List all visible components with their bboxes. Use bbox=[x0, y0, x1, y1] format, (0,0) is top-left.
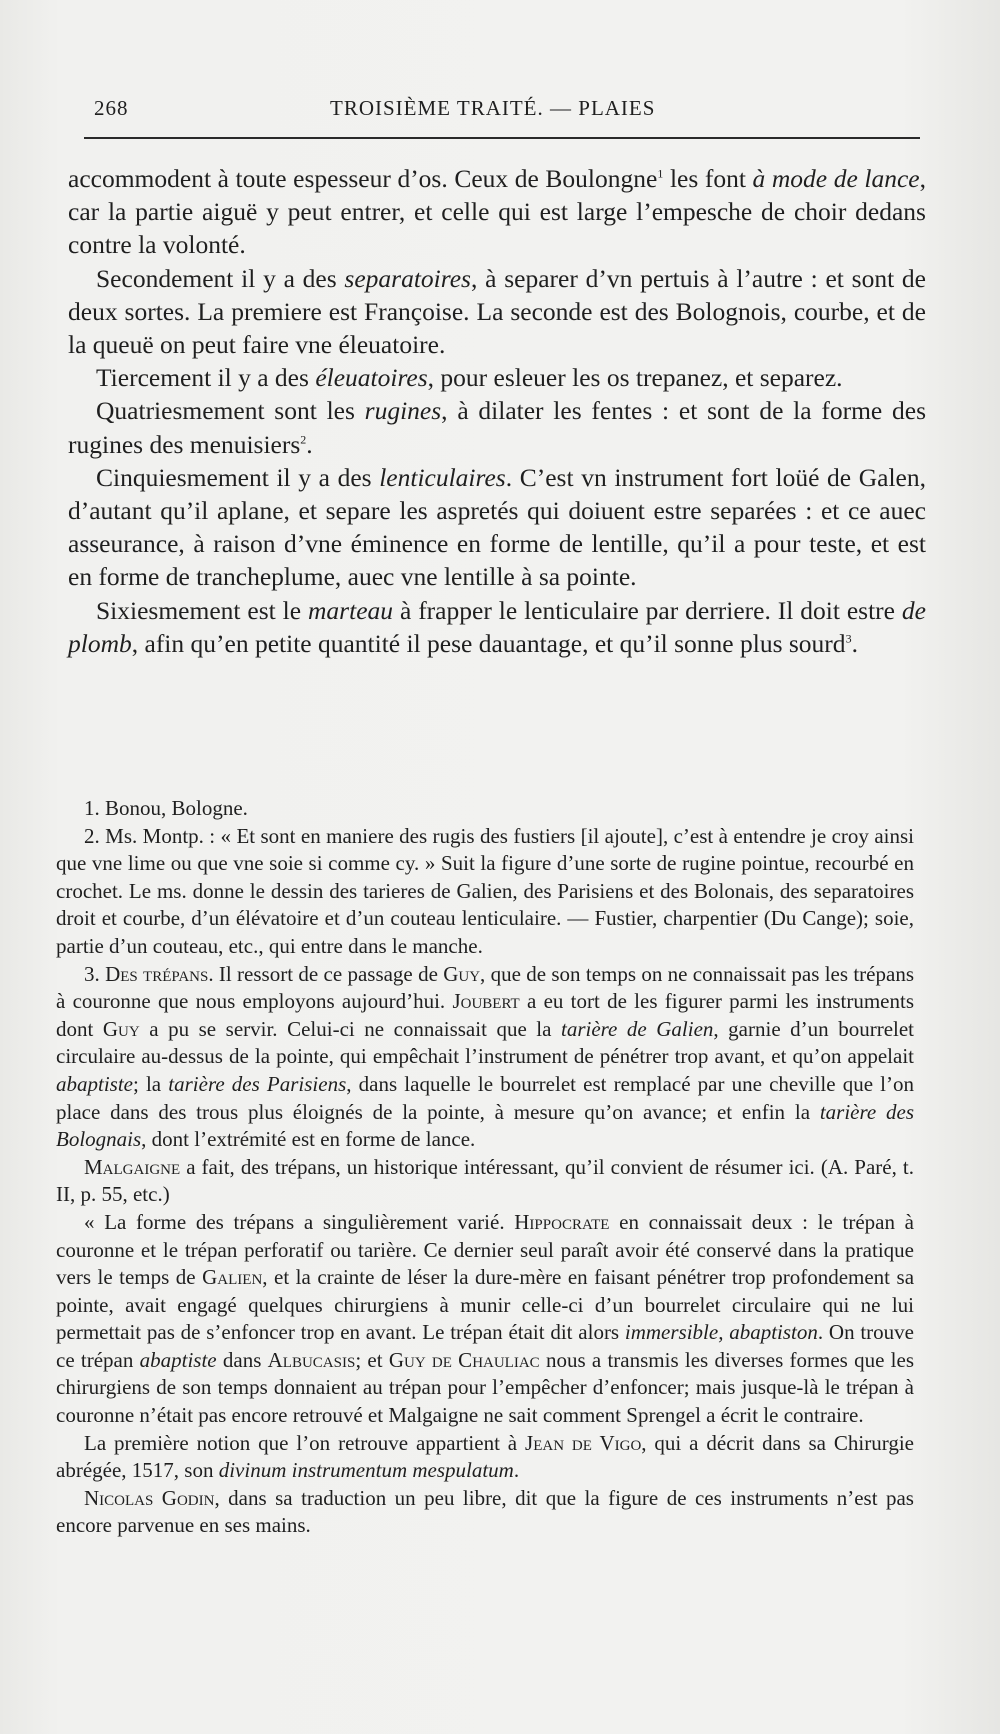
author-name: Nicolas Godin bbox=[84, 1485, 215, 1510]
text: . bbox=[513, 1458, 520, 1483]
author-name: Guy de Chauliac bbox=[388, 1347, 540, 1372]
italic-term: abaptiste bbox=[56, 1071, 133, 1096]
paragraph-1 bbox=[68, 162, 926, 262]
italic-term: de plomb bbox=[68, 595, 926, 658]
text: , garnie d’un bourrelet circulaire au-dessus de la pointe, qui empêchait l’instrument de pénétrer trop avant, et qu’on appelait bbox=[56, 1016, 915, 1069]
paragraph-6 bbox=[68, 594, 926, 660]
italic-term: à mode de lance bbox=[752, 164, 920, 193]
text: dans bbox=[216, 1347, 268, 1372]
page-number: 268 bbox=[94, 96, 129, 120]
italic-term: tarière de Galien bbox=[560, 1016, 714, 1041]
text: ; et bbox=[355, 1347, 389, 1372]
running-title: TROISIÈME TRAITÉ. — PLAIES bbox=[330, 96, 656, 120]
text: Secondement il y a des bbox=[96, 263, 345, 293]
author-name: Joubert bbox=[452, 989, 520, 1014]
text: La première notion que l’on retrouve appartient à bbox=[84, 1430, 526, 1455]
italic-term: tarière des Bolognais bbox=[56, 1099, 914, 1152]
text: Sixiesmement est le bbox=[96, 595, 309, 625]
footnote-3-quote bbox=[56, 1209, 914, 1430]
small-caps-heading: Des trépans. bbox=[105, 961, 214, 986]
text: , afin qu’en petite quantité il pese dauantage, et qu’il sonne plus sourd bbox=[131, 628, 846, 658]
footnote-ref-1: 1 bbox=[657, 166, 664, 181]
main-text bbox=[68, 162, 926, 660]
italic-term: divinum instrumentum mespulatum bbox=[218, 1458, 514, 1483]
text: , et la crainte de léser la dure-mère en faisant pénétrer trop profondement sa pointe, avait engagé quelques chirurgiens à munir celle-ci d’un bourrelet circulaire qui ne lui permettait pas de s’enfoncer trop en avant. Le trépan était dit alors bbox=[56, 1265, 915, 1345]
text: Tiercement il y a des bbox=[96, 363, 316, 393]
text: . bbox=[306, 429, 313, 459]
italic-term: separatoires bbox=[344, 263, 471, 293]
text: , dans laquelle le bourrelet est remplacé par une cheville que l’on place dans des trous plus éloignés de la pointe, à mesure qu’on avance; et enfin la bbox=[56, 1071, 914, 1124]
footnote-3-godin bbox=[56, 1485, 914, 1540]
footnote-2: 2. Ms. Montp. : « Et sont en maniere des rugis des fustiers [il ajoute], c’est à entendre je croy ainsi que vne lime ou que vne soie si comme cy. » Suit la figure d’une sorte de rugine pointue, recourbé en crochet. Le ms. donne le dessin des tarieres de Galien, des Parisiens et des Bolonais, des separatoires droit et courbe, d’un élévatoire et d’un couteau lenticulaire. — Fustier, charpentier (Du Cange); soie, partie d’un couteau, etc., qui entre dans le manche. bbox=[56, 823, 914, 958]
italic-term: abaptiste bbox=[139, 1347, 217, 1372]
italic-term: immersible, abaptiston bbox=[624, 1320, 818, 1345]
text: Il ressort de ce passage de bbox=[213, 961, 444, 986]
text: , à separer d’vn pertuis à l’autre : et sont de deux sortes. La premiere est Françoise. La seconde est des Bolognois, courbe, et de la queuë on peut faire vne éleuatoire. bbox=[68, 263, 926, 360]
text: , que de son temps on ne connaissait pas les trépans à couronne que nous employons aujourd’hui. bbox=[56, 961, 914, 1014]
text: , car la partie aiguë y peut entrer, et celle qui est large l’empesche de choir dedans contre la volonté. bbox=[68, 164, 926, 260]
text: , dont l’extrémité est en forme de lance. bbox=[141, 1127, 476, 1152]
text: Quatriesmement sont les bbox=[96, 396, 365, 426]
paragraph-4 bbox=[68, 394, 926, 460]
header-rule bbox=[84, 137, 920, 139]
author-name: Guy bbox=[102, 1016, 140, 1041]
text: 3. bbox=[84, 961, 106, 986]
italic-term: éleuatoires bbox=[315, 363, 428, 393]
text: . bbox=[851, 628, 858, 658]
footnote-1: 1. Bonou, Bologne. bbox=[84, 796, 248, 820]
text: , pour esleuer les os trepanez, et separez. bbox=[427, 363, 843, 393]
text: à frapper le lenticulaire par derriere. Il doit estre bbox=[393, 595, 902, 625]
page-header bbox=[86, 96, 916, 130]
italic-term: marteau bbox=[308, 595, 394, 625]
author-name: Hippocrate bbox=[514, 1209, 610, 1234]
paragraph-3 bbox=[68, 361, 926, 394]
paragraph-5 bbox=[68, 461, 926, 594]
author-name: Galien bbox=[202, 1265, 263, 1290]
italic-term: lenticulaires bbox=[379, 462, 506, 492]
text: . On trouve ce trépan bbox=[56, 1320, 914, 1372]
text: nous a transmis les diverses formes que les chirurgiens de son temps donnaient au trépan pour l’empêcher d’enfoncer; mais jusque-là le trépan à couronne n’était pas encore retrouvé et Malgaigne ne sait comment Sprengel a écrit le contraire. bbox=[56, 1347, 914, 1428]
text: en connaissait deux : le trépan à couronne et le trépan perforatif ou tarière. Ce dernier seul paraît avoir été conservé dans la pratique vers le temps de bbox=[56, 1209, 914, 1290]
author-name: Jean de Vigo bbox=[525, 1430, 642, 1455]
footnote-3-continued bbox=[56, 1154, 914, 1209]
footnote-3 bbox=[56, 961, 914, 1154]
footnote-ref-2: 2 bbox=[300, 432, 307, 447]
paragraph-2 bbox=[68, 262, 926, 362]
footnote-ref-3: 3 bbox=[845, 631, 852, 646]
text: , à dilater les fentes : et sont de la forme des rugines des menuisiers bbox=[68, 396, 926, 459]
text: a pu se servir. Celui-ci ne connaissait que la bbox=[139, 1016, 561, 1041]
text: ; la bbox=[133, 1071, 169, 1096]
footnotes bbox=[56, 795, 914, 1540]
italic-term: tarière des Parisiens bbox=[168, 1071, 347, 1096]
text: « La forme des trépans a singulièrement varié. bbox=[84, 1209, 515, 1234]
text: , qui a décrit dans sa Chirurgie abrégée, 1517, son bbox=[56, 1430, 914, 1483]
text: , dans sa traduction un peu libre, dit que la figure de ces instruments n’est pas encore parvenue en ses mains. bbox=[56, 1485, 914, 1538]
text: Cinquiesmement il y a des bbox=[96, 462, 380, 492]
author-name: Albucasis bbox=[267, 1347, 356, 1372]
text: a fait, des trépans, un historique intéressant, qu’il convient de résumer ici. (A. Paré, t. II, p. 55, etc.) bbox=[56, 1154, 914, 1207]
text: accommodent à toute espesseur d’os. Ceux de Boulongne bbox=[68, 164, 658, 193]
footnote-3-notion bbox=[56, 1430, 914, 1485]
author-name: Malgaigne bbox=[84, 1154, 181, 1179]
text: . C’est vn instrument fort loüé de Galen, d’autant qu’il aplane, et separe les aspretés qui doiuent estre separées : et ce auec asseurance, à raison d’vne éminence en forme de lentille, qu’il a pour teste, et est en forme de trancheplume, auec vne lentille à sa pointe. bbox=[68, 462, 926, 592]
italic-term: rugines bbox=[364, 396, 442, 426]
text: les font bbox=[663, 164, 753, 193]
author-name: Guy bbox=[443, 961, 481, 986]
text: a eu tort de les figurer parmi les instruments dont bbox=[56, 989, 914, 1041]
